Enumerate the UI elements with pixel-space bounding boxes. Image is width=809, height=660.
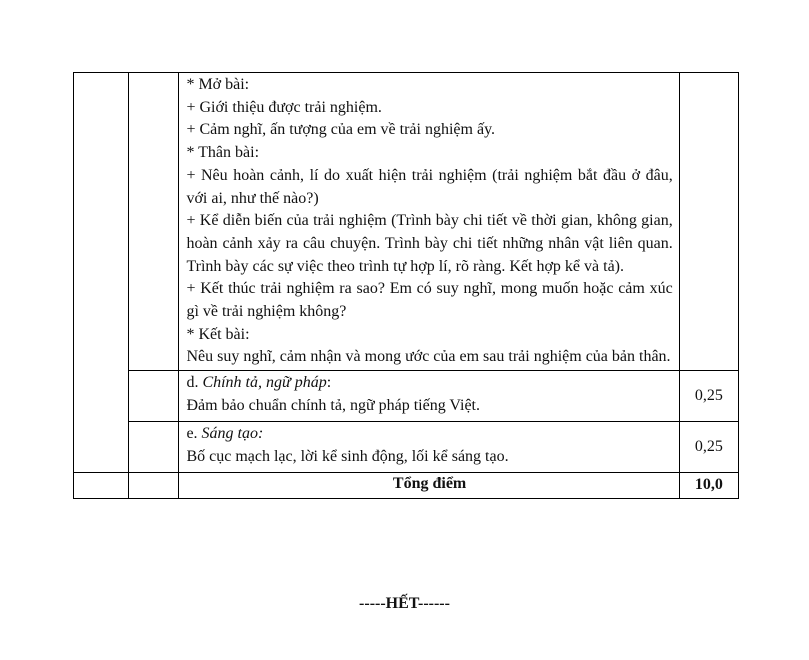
grading-rubric-table (73, 72, 739, 499)
part-cell (74, 73, 129, 473)
end-marker-text: -----HẾT------ (359, 595, 450, 612)
total-empty-cell (128, 473, 179, 499)
criterion-e-description: Bố cục mạch lạc, lời kể sinh động, lối kể sáng tạo. (186, 447, 509, 465)
table-row-criterion-d (74, 371, 739, 422)
outline-line: + Kết thúc trải nghiệm ra sao? Em có suy nghĩ, mong muốn hoặc cảm xúc gì về trải nghiệm không? (186, 280, 673, 321)
outline-line: * Kết bài: (186, 325, 250, 343)
question-cell (128, 422, 179, 473)
total-label: Tổng điểm (179, 473, 679, 499)
outline-line: + Cảm nghĩ, ấn tượng của em về trải nghiệm ấy. (186, 121, 496, 139)
outline-line: * Mở bài: (186, 76, 250, 93)
criterion-e-heading (186, 423, 672, 446)
outline-content-cell (179, 73, 679, 371)
question-cell (128, 73, 179, 371)
criterion-d-score: 0,25 (679, 371, 738, 422)
table-row-outline (74, 73, 739, 371)
total-score: 10,0 (679, 473, 738, 499)
criterion-d-prefix: d. (186, 374, 203, 392)
total-empty-cell (74, 473, 129, 499)
criterion-d-suffix: : (326, 374, 332, 392)
outline-line: Nêu suy nghĩ, cảm nhận và mong ước của em sau trải nghiệm của bản thân. (186, 348, 671, 366)
criterion-d-heading (186, 372, 672, 395)
score-cell (679, 73, 738, 371)
outline-line: * Thân bài: (186, 144, 260, 162)
criterion-e-cell (179, 422, 679, 473)
criterion-d-description: Đảm bảo chuẩn chính tả, ngữ pháp tiếng Việt. (186, 396, 480, 414)
criterion-e-score: 0,25 (679, 422, 738, 473)
criterion-d-cell (179, 371, 679, 422)
table-row-criterion-e (74, 422, 739, 473)
outline-line: + Kể diễn biến của trải nghiệm (Trình bày chi tiết về thời gian, không gian, hoàn cảnh xảy ra câu chuyện. Trình bày chi tiết những nhân vật liên quan. Trình bày các sự việc theo trình tự hợp lí, rõ ràng. Kết hợp kể và tả). (186, 212, 673, 275)
table-row-total (74, 473, 739, 499)
criterion-e-prefix: e. (186, 425, 202, 443)
outline-line: + Giới thiệu được trải nghiệm. (186, 98, 382, 116)
criterion-d-title: Chính tả, ngữ pháp (202, 374, 327, 392)
question-cell (128, 371, 179, 422)
outline-line: + Nêu hoàn cảnh, lí do xuất hiện trải nghiệm (trải nghiệm bắt đầu ở đâu, với ai, như thế nào?) (186, 166, 673, 207)
end-marker (0, 595, 809, 613)
criterion-e-title: Sáng tạo: (201, 425, 264, 443)
